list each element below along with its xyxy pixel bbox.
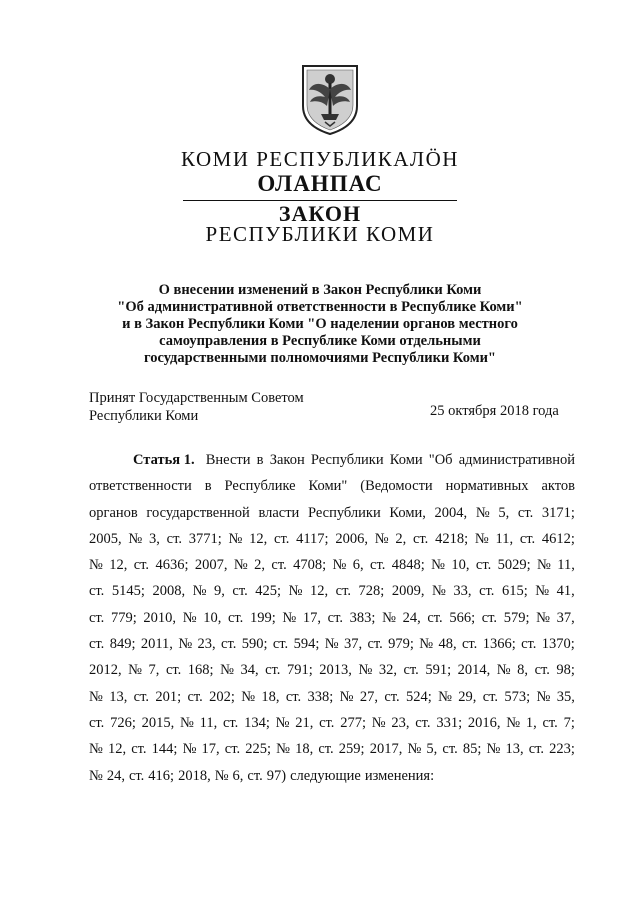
article-word: ст. — [271, 557, 287, 574]
article-word: 338; — [307, 688, 334, 705]
article-word: № — [288, 583, 303, 600]
header-zakon: ЗАКОН — [278, 201, 362, 226]
article-word: в — [204, 478, 212, 495]
article-word: ст. — [166, 530, 182, 547]
article-word: № — [178, 636, 193, 653]
article-word: 2011, — [140, 636, 173, 653]
article-word: ст. — [89, 583, 105, 600]
article-word: 12, — [310, 583, 329, 600]
article-word: ст. — [318, 741, 334, 758]
article-word: 4218; — [435, 530, 469, 547]
article-line — [89, 529, 575, 555]
article-word: 5, — [498, 504, 510, 521]
article-line — [89, 608, 575, 634]
article-word: № — [537, 557, 551, 574]
article-word: Республики — [307, 504, 381, 521]
article-word: № — [536, 609, 550, 626]
article-word: № — [228, 530, 243, 547]
article-word: 23, — [197, 636, 216, 653]
article-word: № — [324, 636, 339, 653]
article-word: 5145; — [111, 583, 145, 600]
article-word: № — [214, 767, 229, 784]
article-word: в — [256, 452, 264, 468]
article-word: 2015, — [141, 714, 175, 731]
article-word: 2018, — [178, 767, 211, 784]
article-word: ст. — [227, 609, 244, 626]
article-word: Коми" — [308, 478, 348, 495]
article-word: ст. — [534, 662, 550, 679]
article-word: Коми — [389, 452, 423, 468]
article-word: № — [276, 741, 290, 758]
article-word: 5029; — [497, 557, 531, 574]
article-word: 2005, — [89, 530, 122, 547]
article-word: 10, — [451, 557, 470, 574]
article-word: ст. — [403, 662, 419, 679]
article-word: № — [182, 609, 197, 626]
article-word: ст. — [482, 688, 499, 705]
article-word: 566; — [449, 609, 476, 626]
article-word: ст. — [521, 636, 537, 653]
article-word: 726; — [110, 714, 136, 731]
article-word: 6, — [232, 767, 244, 784]
article-word: 37, — [556, 609, 575, 626]
article-word: 524; — [405, 688, 432, 705]
article-word: Закон — [269, 452, 305, 468]
article-word: № — [374, 530, 389, 547]
article-word: 594; — [293, 636, 320, 653]
article-word: 3771; — [188, 530, 222, 547]
article-word: 168; — [187, 662, 214, 679]
article-word: ст. — [384, 688, 400, 705]
article-word: 12, — [249, 530, 268, 547]
article-word: Внести — [205, 452, 251, 468]
article-word: 8, — [517, 662, 529, 679]
article-word: № — [506, 714, 521, 731]
article-word: ст. — [462, 636, 478, 653]
article-word: ст. — [187, 688, 203, 705]
article-word: 1366; — [482, 636, 516, 653]
article-word: № — [180, 714, 194, 731]
article-word: № — [89, 557, 103, 574]
article-word: 2014, — [457, 662, 491, 679]
article-word: № — [475, 504, 490, 521]
article-word: 225; — [245, 741, 271, 758]
article-word: 17, — [302, 609, 321, 626]
law-title — [70, 282, 570, 367]
article-line — [89, 739, 575, 765]
article-word: 223; — [549, 741, 575, 758]
article-word: № — [220, 662, 234, 679]
article-word: 2008, — [152, 583, 186, 600]
article-word: ст. — [274, 530, 290, 547]
article-word: ст. — [89, 636, 105, 653]
article-word: Республики — [310, 452, 384, 468]
article-line — [89, 450, 575, 476]
article-word: 2004, — [434, 504, 468, 521]
article-line — [89, 634, 575, 660]
article-word: 134; — [244, 714, 270, 731]
article-word: 849; — [109, 636, 136, 653]
article-word: № — [419, 636, 434, 653]
article-word: 791; — [286, 662, 313, 679]
article-word: 23, — [391, 714, 410, 731]
article-line — [89, 476, 575, 502]
article-word: 12, — [107, 741, 127, 758]
article-line — [89, 713, 575, 739]
article-word: 7, — [148, 662, 160, 679]
law-title-line: самоуправления в Республике Коми отдельными — [159, 333, 481, 349]
article-word: ст. — [89, 609, 105, 626]
article-word: 33, — [453, 583, 472, 600]
article-word: № — [192, 583, 207, 600]
article-word: 590; — [241, 636, 268, 653]
article-word: "Об — [428, 452, 453, 468]
article-word: 18, — [261, 688, 280, 705]
article-word: № — [233, 557, 248, 574]
article-word: № — [474, 530, 489, 547]
article-word: 4708; — [293, 557, 327, 574]
article-word: 2013, — [319, 662, 352, 679]
article-word: 2012, — [89, 662, 122, 679]
article-word: 17, — [201, 741, 220, 758]
article-word: 4848; — [391, 557, 425, 574]
article-word: ст. — [517, 504, 534, 521]
adoption-info — [89, 389, 304, 425]
article-word: № — [535, 583, 550, 600]
article-word: № — [431, 557, 445, 574]
article-word: 85; — [462, 741, 482, 758]
article-word: 41, — [556, 583, 575, 600]
article-word: № — [432, 583, 446, 600]
article-word: ст. — [222, 714, 239, 731]
article-word: 1370; — [541, 636, 575, 653]
article-word: № — [536, 688, 551, 705]
article-word: 13, — [109, 688, 128, 705]
article-word: актов — [541, 478, 575, 495]
article-word: 4636; — [155, 557, 189, 574]
law-title-line: и в Закон Республики Коми "О наделении органов местного — [122, 316, 518, 332]
article-word: 34, — [240, 662, 259, 679]
article-word: № — [89, 688, 103, 705]
article-word: ст. — [413, 530, 429, 547]
article-word: административной — [458, 452, 575, 468]
article-word: 615; — [501, 583, 528, 600]
article-word: ст. — [128, 767, 145, 784]
article-word: 11, — [495, 530, 514, 547]
article-word: ст. — [542, 714, 558, 731]
article-line — [89, 581, 575, 607]
article-word: № — [486, 741, 501, 758]
article-word: № — [182, 741, 197, 758]
article-word: ст. — [415, 714, 431, 731]
article-word: ст. — [367, 636, 383, 653]
article-word: 573; — [504, 688, 531, 705]
article-word: 13, — [505, 741, 524, 758]
law-title-line: государственными полномочиями Республики Коми" — [144, 350, 496, 366]
article-word: 2, — [254, 557, 265, 574]
article-word: № — [332, 557, 347, 574]
article-word: 29, — [458, 688, 477, 705]
article-word: ст. — [133, 557, 150, 574]
article-word: Коми, — [389, 504, 426, 521]
article-1 — [89, 450, 575, 792]
article-word: ст. — [285, 688, 302, 705]
article-word: № — [382, 609, 396, 626]
article-word: 728; — [358, 583, 385, 600]
article-word: 97) — [266, 767, 287, 784]
article-word: 3171; — [541, 504, 575, 521]
article-word: ст. — [165, 662, 182, 679]
article-line — [89, 660, 575, 686]
article-word: № — [407, 741, 422, 758]
article-word: власти — [258, 504, 300, 521]
adoption-line: Принят Государственным Советом — [89, 390, 304, 406]
article-word: № — [89, 767, 103, 784]
coat-of-arms-icon — [299, 62, 361, 136]
article-word: № — [128, 530, 143, 547]
article-word: ст. — [221, 636, 237, 653]
article-word: ст. — [89, 714, 105, 731]
article-word: № — [339, 688, 354, 705]
article-word: ст. — [232, 583, 248, 600]
article-word: 11, — [557, 557, 575, 574]
article-word: ст. — [224, 741, 241, 758]
article-line — [89, 503, 575, 529]
article-word: ст. — [442, 741, 458, 758]
article-word: № — [128, 662, 142, 679]
article-line — [89, 687, 575, 713]
article-word: изменения: — [364, 767, 435, 784]
article-word: ст. — [272, 636, 289, 653]
article-word: Республике — [224, 478, 296, 495]
article-line — [89, 555, 575, 581]
article-word: 6, — [352, 557, 364, 574]
article-word: 144; — [151, 741, 178, 758]
article-word: № — [275, 714, 290, 731]
article-word: 1, — [525, 714, 537, 731]
article-word: 27, — [359, 688, 378, 705]
article-word: № — [496, 662, 511, 679]
article-word: 277; — [340, 714, 366, 731]
article-word: ст. — [247, 767, 263, 784]
article-word: 4612; — [541, 530, 575, 547]
article-word: ст. — [327, 609, 343, 626]
adoption-date: 25 октября 2018 года — [430, 403, 559, 419]
article-word: 7; — [563, 714, 575, 731]
article-word: 2009, — [391, 583, 425, 600]
header-olanpas: ОЛАНПАС — [257, 171, 383, 196]
article-word: нормативных — [445, 478, 529, 495]
article-word: 21, — [295, 714, 314, 731]
article-word: № — [89, 741, 103, 758]
article-word: № — [438, 688, 452, 705]
article-word: 2016, — [467, 714, 501, 731]
article-word: 591; — [425, 662, 452, 679]
article-word: 383; — [349, 609, 376, 626]
article-word: 331; — [436, 714, 463, 731]
article-word: государственной — [146, 504, 250, 521]
article-word: № — [371, 714, 386, 731]
article-word: № — [282, 609, 297, 626]
article-word: ст. — [265, 662, 281, 679]
article-word: 2017, — [369, 741, 403, 758]
header-republic: РЕСПУБЛИКИ КОМИ — [205, 222, 435, 246]
article-word: 579; — [503, 609, 530, 626]
article-word: 259; — [338, 741, 365, 758]
article-word: 979; — [388, 636, 414, 653]
article-word: 2007, — [194, 557, 228, 574]
adoption-line: Республики Коми — [89, 408, 199, 424]
article-word: 35, — [556, 688, 575, 705]
law-title-line: "Об административной ответственности в Республике Коми" — [117, 299, 523, 315]
article-word: 10, — [203, 609, 222, 626]
article-word: ст. — [475, 557, 492, 574]
article-word: органов — [89, 504, 138, 521]
article-word: ст. — [427, 609, 443, 626]
header-komi-line: КОМИ РЕСПУБЛИКАЛÖН — [181, 147, 459, 171]
article-word: 37, — [343, 636, 363, 653]
article-word: ст. — [131, 741, 147, 758]
article-word: 9, — [214, 583, 225, 600]
article-word: 199; — [249, 609, 276, 626]
article-word: 416; — [148, 767, 175, 784]
article-word: № — [241, 688, 256, 705]
article-line — [89, 766, 575, 792]
article-word: 12, — [109, 557, 128, 574]
article-word: (Ведомости — [360, 478, 433, 495]
article-word: № — [358, 662, 373, 679]
article-word: 2, — [395, 530, 407, 547]
article-word: ст. — [528, 741, 545, 758]
law-title-line: О внесении изменений в Закон Республики Коми — [158, 282, 482, 298]
article-word: 24, — [402, 609, 421, 626]
article-word: ст. — [335, 583, 351, 600]
article-word: следующие — [290, 767, 361, 784]
article-word: ответственности — [89, 478, 192, 495]
article-word: ст. — [479, 583, 495, 600]
article-word: ст. — [481, 609, 498, 626]
article-word: 779; — [110, 609, 137, 626]
article-label: Статья 1. — [133, 452, 195, 468]
article-word: 11, — [199, 714, 218, 731]
article-word: ст. — [519, 530, 536, 547]
article-word: 202; — [209, 688, 235, 705]
article-word: ст. — [370, 557, 386, 574]
article-word: 18, — [295, 741, 314, 758]
article-word: ст. — [133, 688, 149, 705]
article-word: 2010, — [143, 609, 177, 626]
article-word: 425; — [255, 583, 282, 600]
article-word: 24, — [106, 767, 125, 784]
article-word: ст. — [319, 714, 335, 731]
article-word: 98; — [556, 662, 575, 679]
article-word: 201; — [155, 688, 182, 705]
article-word: 48, — [438, 636, 457, 653]
article-word: 4117; — [296, 530, 329, 547]
article-word: 2006, — [335, 530, 368, 547]
article-word: 32, — [378, 662, 397, 679]
article-word: 5, — [426, 741, 438, 758]
article-word: 3, — [149, 530, 160, 547]
